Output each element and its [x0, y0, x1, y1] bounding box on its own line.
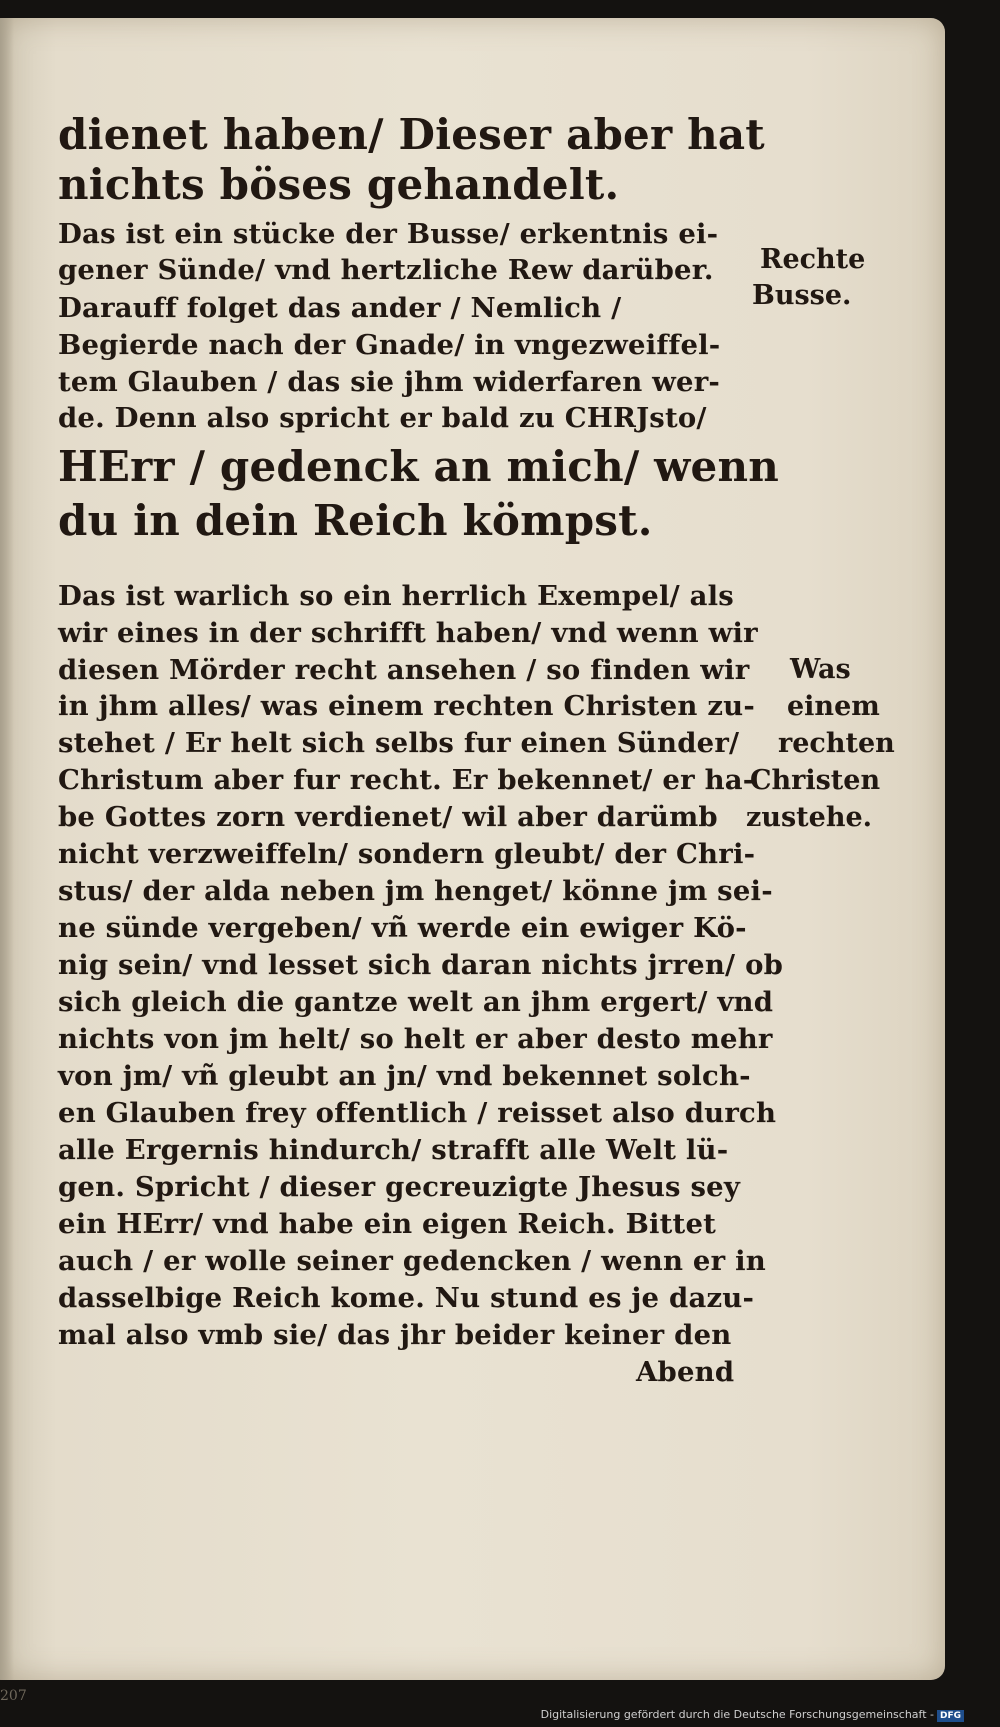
text-line: Christum aber fur recht. Er bekennet/ er ha-	[58, 764, 755, 796]
corner-page-mark: 207	[0, 1688, 27, 1704]
margin-note-2-line-4: Christen	[750, 765, 881, 796]
margin-note-2-line-3: rechten	[778, 728, 895, 759]
text-line: wir eines in der schrifft haben/ vnd wenn wir	[58, 617, 758, 649]
text-line: ein HErr/ vnd habe ein eigen Reich. Bittet	[58, 1208, 717, 1240]
dfg-logo: DFG	[937, 1710, 964, 1722]
text-line: nig sein/ vnd lesset sich daran nichts jrren/ ob	[58, 949, 784, 981]
footer-text: Digitalisierung gefördert durch die Deutsche Forschungsgemeinschaft -	[540, 1708, 934, 1721]
text-line: Das ist ein stücke der Busse/ erkentnis ei-	[58, 218, 719, 250]
margin-note-2-line-1: Was	[790, 654, 851, 685]
heading-line-2: nichts böses gehandelt.	[58, 160, 620, 209]
margin-note-1-line-1: Rechte	[760, 244, 866, 275]
catchword: Abend	[636, 1356, 735, 1388]
text-line: stehet / Er helt sich selbs fur einen Sünder/	[58, 727, 740, 759]
digitization-footer	[541, 1708, 964, 1722]
text-line: nicht verzweiffeln/ sondern gleubt/ der Chri-	[58, 838, 756, 870]
text-line: Begierde nach der Gnade/ in vngezweiffel-	[58, 329, 721, 361]
book-page	[0, 18, 945, 1680]
text-line: auch / er wolle seiner gedencken / wenn er in	[58, 1245, 766, 1277]
margin-note-2-line-2: einem	[787, 691, 880, 722]
text-line: be Gottes zorn verdienet/ wil aber darümb	[58, 801, 718, 833]
text-line: sich gleich die gantze welt an jhm ergert/ vnd	[58, 986, 774, 1018]
text-line: von jm/ vñ gleubt an jn/ vnd bekennet solch-	[58, 1060, 751, 1092]
text-line: gen. Spricht / dieser gecreuzigte Jhesus sey	[58, 1171, 741, 1203]
text-line: Darauff folget das ander / Nemlich /	[58, 292, 622, 324]
margin-note-2-line-5: zustehe.	[746, 802, 873, 833]
page-spine-shadow	[0, 18, 14, 1680]
text-line: mal also vmb sie/ das jhr beider keiner den	[58, 1319, 732, 1351]
text-line: ne sünde vergeben/ vñ werde ein ewiger Kö-	[58, 912, 747, 944]
quote-line-1: HErr / gedenck an mich/ wenn	[58, 442, 779, 491]
text-line: tem Glauben / das sie jhm widerfaren wer-	[58, 366, 721, 398]
margin-note-1-line-2: Busse.	[752, 280, 852, 311]
text-line: gener Sünde/ vnd hertzliche Rew darüber.	[58, 254, 714, 286]
text-line: Das ist warlich so ein herrlich Exempel/ als	[58, 580, 734, 612]
text-line: en Glauben frey offentlich / reisset also durch	[58, 1097, 777, 1129]
text-line: dasselbige Reich kome. Nu stund es je dazu-	[58, 1282, 755, 1314]
text-line: diesen Mörder recht ansehen / so finden wir	[58, 654, 750, 686]
heading-line-1: dienet haben/ Dieser aber hat	[58, 110, 765, 159]
text-line: nichts von jm helt/ so helt er aber desto mehr	[58, 1023, 773, 1055]
text-line: alle Ergernis hindurch/ strafft alle Welt lü-	[58, 1134, 729, 1166]
text-line: in jhm alles/ was einem rechten Christen zu-	[58, 690, 755, 722]
quote-line-2: du in dein Reich kömpst.	[58, 496, 653, 545]
text-line: stus/ der alda neben jm henget/ könne jm sei-	[58, 875, 773, 907]
text-line: de. Denn also spricht er bald zu CHRJsto/	[58, 402, 707, 434]
